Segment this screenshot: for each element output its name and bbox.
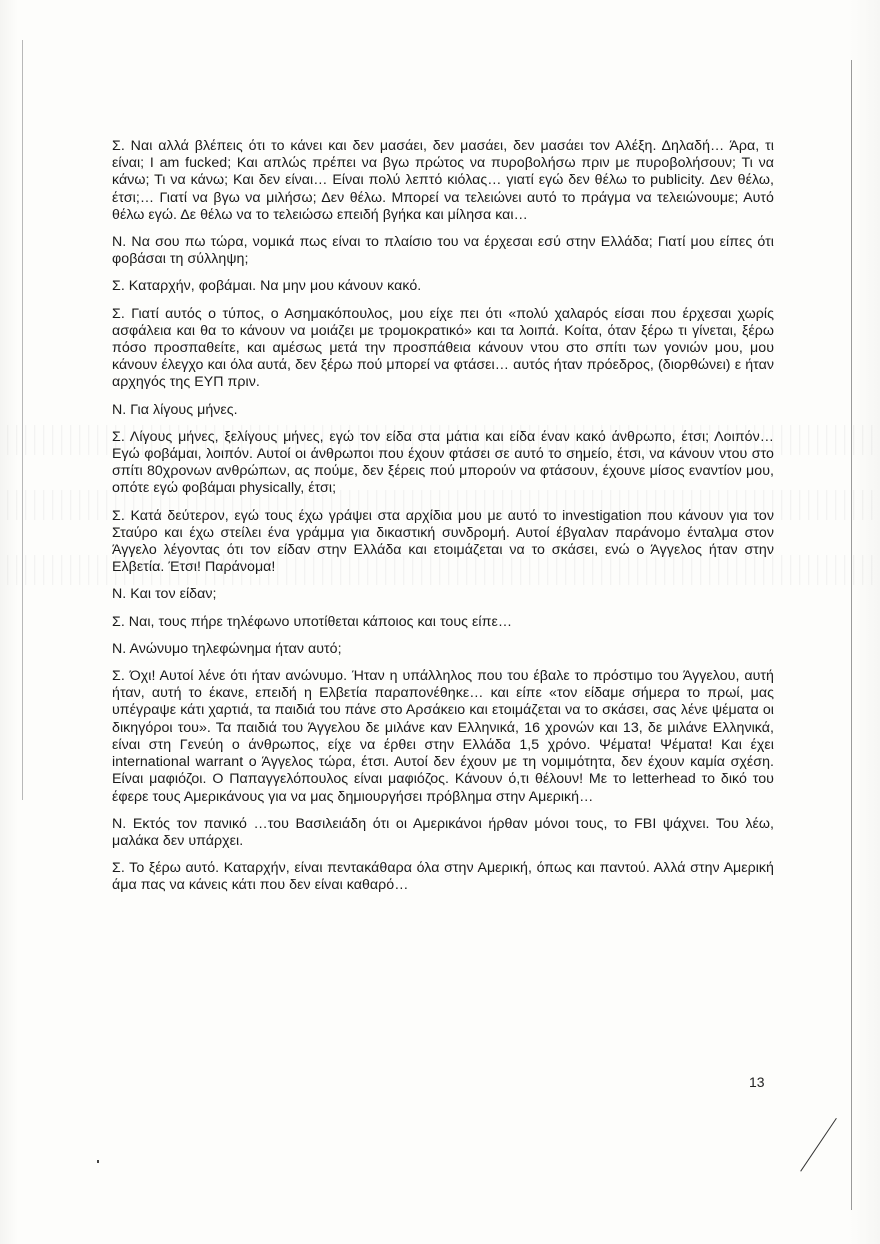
paragraph: Ν. Και τον είδαν; [112,586,217,603]
transcript-body [112,138,774,905]
paragraph: Σ. Γιατί αυτός ο τύπος, ο Ασημακόπουλος, μου είχε πει ότι «πολύ χαλαρός είσαι που έρχεσαι χωρίς ασφάλεια και θα το κάνουν να μοιάζει με τρομοκρατικό» και τα λοιπά. Κοίτα, όταν ξέρω τι γίνεται, ξέρω πόσο προσπαθείτε, και αμέσως μετά την προσπάθεια κάνουν ντου στο σπίτι των γονιών μου, μου κάνουν έλεγχο και όλα αυτά, δεν ξέρω πού μπορεί να φτάσει… αυτός ήταν πρόεδρος, (διορθώνει) ε ήταν αρχηγός της ΕΥΠ πριν. [112,305,774,391]
scan-dot [97,1160,99,1163]
paragraph: Ν. Εκτός τον πανικό …του Βασιλειάδη ότι οι Αμερικάνοι ήρθαν μόνοι τους, το FBI ψάχνει. Του λέω, μαλάκα δεν υπάρχει. [112,815,774,849]
paragraph: Σ. Όχι! Αυτοί λένε ότι ήταν ανώνυμο. Ήταν η υπάλληλος που του έβαλε το πρόστιμο του Άγγελου, αυτή ήταν, αυτή το έκανε, επειδή η Ελβετία παραπονέθηκε… και είπε «τον είδαμε σήμερα το πρωί, μας υπέγραψε κάτι χαρτιά, τα παιδιά του πάνε στο Αρσάκειο και ετοιμάζεται να το σκάσει, σας λένε ψέματα οι δικηγόροι του». Τα παιδιά του Άγγελου δε μιλάνε καν Ελληνικά, 16 χρονών και 13, δε μιλάνε Ελληνικά, είναι στη Γενεύη ο άνθρωπος, είχε να έρθει στην Ελλάδα 1,5 χρόνο. Ψέματα! Ψέματα! Και έχει international warrant ο Άγγελος τώρα, έτσι. Αυτοί δεν έχουν με τη νομιμότητα, δεν έχουν καμία σχέση. Είναι μαφιόζοι. Ο Παπαγγελόπουλος είναι μαφιόζος. Κάνουν ό,τι θέλουν! Με το letterhead το δικό του έφερε τους Αμερικάνους για να μας δημιουργήσει πρόβλημα στην Αμερική… [112,668,774,805]
paragraph: Ν. Να σου πω τώρα, νομικά πως είναι το πλαίσιο του να έρχεσαι εσύ στην Ελλάδα; Γιατί μου είπες ότι φοβάσαι τη σύλληψη; [112,234,774,268]
paragraph: Σ. Ναι αλλά βλέπεις ότι το κάνει και δεν μασάει, δεν μασάει, δεν μασάει τον Αλέξη. Δηλαδή… Άρα, τι είναι; I am fucked; Και απλώς πρέπει να βγω πρώτος να πυροβολήσω πριν με πυροβολήσουν; Τι να κάνω; Τι να κάνω; Και δεν είναι… Είναι πολύ λεπτό κιόλας… γιατί εγώ δεν θέλω το publicity. Δεν θέλω, έτσι;… Γιατί να βγω να μιλήσω; Δεν θέλω. Μπορεί να τελειώνει αυτό το πράγμα να τελειώνουμε; Αυτό θέλω εγώ. Δε θέλω να το τελειώσω επειδή βγήκα και μίλησα και… [112,138,774,223]
paragraph: Ν. Για λίγους μήνες. [112,401,238,418]
page-number: 13 [749,1074,765,1090]
paragraph: Σ. Καταρχήν, φοβάμαι. Να μην μου κάνουν κακό. [112,278,422,295]
paragraph: Σ. Ναι, τους πήρε τηλέφωνο υποτίθεται κάποιος και τους είπε… [112,613,513,630]
paragraph: Σ. Το ξέρω αυτό. Καταρχήν, είναι πεντακάθαρα όλα στην Αμερική, όπως και παντού. Αλλά στην Αμερική άμα πας να κάνεις κάτι που δεν είναι καθαρό… [112,860,774,894]
paragraph: Σ. Κατά δεύτερον, εγώ τους έχω γράψει στα αρχίδια μου με αυτό το investigation που κάνουν για τον Σταύρο και έχω στείλει ένα γράμμα για δικαστική συνδρομή. Αυτοί έβγαλαν παράνομο ένταλμα στον Άγγελο λέγοντας ότι τον είδαν στην Ελλάδα και ετοιμάζεται να το σκάσει, ενώ ο Άγγελος ήταν στην Ελβετία. Έτσι! Παράνομα! [112,507,774,576]
paragraph: Σ. Λίγους μήνες, ξελίγους μήνες, εγώ τον είδα στα μάτια και είδα έναν κακό άνθρωπο, έτσι; Λοιπόν… Εγώ φοβάμαι, λοιπόν. Αυτοί οι άνθρωποι που έχουν φτάσει σε αυτό το σημείο, έτσι, να κάνουν ντου στο σπίτι 80χρονων ανθρώπων, ας πούμε, δεν ξέρεις πού μπορούν να φτάσουν, έχουνε μίσος εναντίον μου, οπότε εγώ φοβάμαι physically, έτσι; [112,428,774,497]
scan-edge-right [851,60,852,1210]
scan-edge-left [22,40,23,800]
pen-stroke-mark [800,1118,837,1172]
paragraph: Ν. Ανώνυμο τηλεφώνημα ήταν αυτό; [112,640,342,657]
